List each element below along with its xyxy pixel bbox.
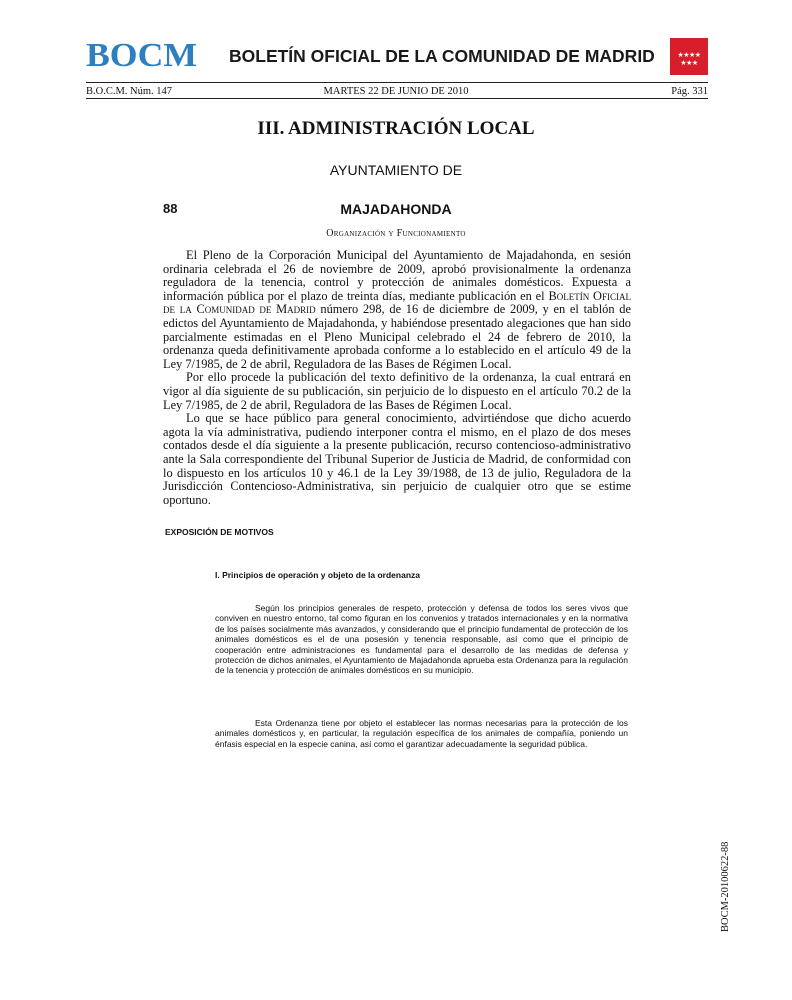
bulletin-title: BOLETÍN OFICIAL DE LA COMUNIDAD DE MADRID (229, 46, 655, 66)
flag-stars: ★★★★ ★★★ (677, 51, 701, 67)
madrid-flag-icon (670, 38, 708, 75)
announcement-number: 88 (163, 201, 178, 216)
header-rule-bottom (86, 98, 708, 99)
section-title: III. ADMINISTRACIÓN LOCAL (257, 118, 535, 139)
bulletin-name-smallcaps: Boletín Oficial de la Comunidad de Madrid (163, 288, 631, 317)
topic-subheading: Organización y Funcionamiento (326, 228, 466, 239)
bocm-logo: BOCM (86, 37, 198, 74)
body-p1-part-a: El Pleno de la Corporación Municipal del Ayuntamiento de Majadahonda, en sesión ordinaria celebrada el 26 de noviembre de 2009, aprobó provisionalmente la ordenanza reguladora de la tenencia, control y protección de animales domésticos. Expuesta a información pública por el plazo de treinta días, mediante publicación en el (163, 248, 631, 303)
town-name: MAJADAHONDA (340, 201, 452, 217)
page-number: Pág. 331 (671, 86, 708, 97)
ordinance-paragraph-1: Según los principios generales de respeto, protección y defensa de todos los seres vivos que conviven en nuestro entorno, tal como figuran en los convenios y tratados internacionales y en la normativa de los países socialmente más avanzados, y considerando que el principio fundamental de protección de los animales domésticos es el de una posesión y tenencia responsable, así como que el principio de cooperación entre administraciones es fundamental para el desarrollo de las medidas de defensa y protección de dichos animales, el Ayuntamiento de Majadahonda aprueba esta Ordenanza para la regulación de la tenencia y protección de animales domésticos en su municipio. (215, 603, 628, 676)
heading-exposicion-motivos: EXPOSICIÓN DE MOTIVOS (165, 527, 274, 537)
issue-date: MARTES 22 DE JUNIO DE 2010 (323, 86, 469, 97)
header-rule-top (86, 82, 708, 83)
ordinance-paragraph-2: Esta Ordenanza tiene por objeto el establecer las normas necesarias para la protección de los animales domésticos y, en particular, la regulación específica de los animales de compañía, poniendo un énfasis especial en la especie canina, así como el garantizar adecuadamente la seguridad pública. (215, 718, 628, 749)
ayuntamiento-heading: AYUNTAMIENTO DE (329, 162, 463, 178)
body-paragraph-1 (163, 249, 631, 371)
document-code: BOCM-20100622-88 (720, 841, 731, 932)
body-paragraph-2: Por ello procede la publicación del texto definitivo de la ordenanza, la cual entrará en vigor al día siguiente de su publicación, sin perjuicio de lo dispuesto en el artículo 70.2 de la Ley 7/1985, de 2 de abril, Reguladora de las Bases de Régimen Local. (163, 370, 631, 412)
body-paragraph-3: Lo que se hace público para general conocimiento, advirtiéndose que dicho acuerdo agota la vía administrativa, pudiendo interponer contra el mismo, en el plazo de dos meses contados desde el día siguiente a la presente publicación, recurso contencioso-administrativo ante la Sala correspondiente del Tribunal Superior de Justicia de Madrid, de conformidad con lo dispuesto en los artículos 10 y 46.1 de la Ley 39/1988, de 13 de julio, Reguladora de la Jurisdicción Contencioso-Administrativa, sin perjuicio de cualquier otro que se estime oportuno. (163, 411, 631, 507)
announcement-body (163, 249, 631, 507)
body-p1-part-b: número 298, de 16 de diciembre de 2009, y en el tablón de edictos del Ayuntamiento de Majadahonda, y habiéndose presentado alegaciones que han sido parcialmente estimadas en el Pleno Municipal celebrado el 24 de febrero de 2010, la ordenanza queda definitivamente aprobada conforme a lo establecido en el artículo 49 de la Ley 7/1985, de 2 de abril, Reguladora de las Bases de Régimen Local. (163, 302, 631, 371)
heading-principios: I. Principios de operación y objeto de la ordenanza (215, 570, 420, 580)
issue-number: B.O.C.M. Núm. 147 (86, 86, 173, 97)
